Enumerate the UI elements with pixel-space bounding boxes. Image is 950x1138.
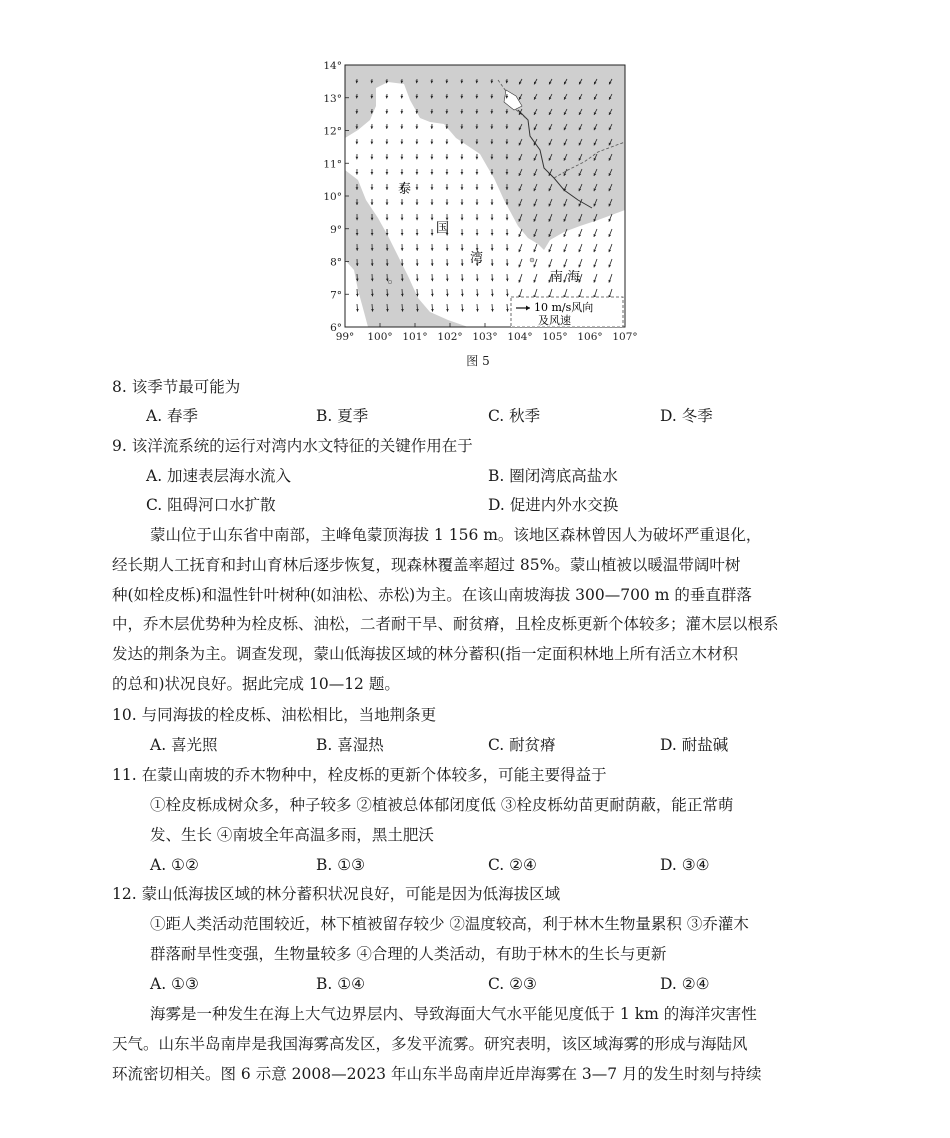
passage2-line: 环流密切相关。图 6 示意 2008—2023 年山东半岛南岸近岸海雾在 3—7 月的发生时刻与持续 — [112, 1065, 762, 1083]
label-guo: 国 — [436, 221, 450, 236]
passage2-line: 天气。山东半岛南岸是我国海雾高发区，多发平流雾。研究表明，该区域海雾的形成与海陆风 — [112, 1035, 748, 1053]
q11-option-b[interactable]: B. ①③ — [316, 856, 366, 874]
passage1-line: 发达的荆条为主。调查发现，蒙山低海拔区域的林分蓄积(指一定面积林地上所有活立木材积 — [112, 645, 739, 663]
latitude-label: 8° — [330, 256, 342, 269]
q11-stem: 11. 在蒙山南坡的乔木物种中，栓皮栎的更新个体较多，可能主要得益于 — [112, 766, 607, 784]
legend-line2: 及风速 — [538, 314, 571, 327]
passage1-line: 中，乔木层优势种为栓皮栎、油松，二者耐干旱、耐贫瘠，且栓皮栎更新个体较多；灌木层以根系 — [112, 615, 779, 633]
island — [530, 258, 534, 262]
longitude-label: 101° — [402, 331, 428, 343]
latitude-label: 11° — [323, 158, 342, 171]
island — [388, 280, 392, 284]
latitude-label: 13° — [323, 92, 342, 105]
map-svg — [318, 50, 638, 350]
longitude-label: 103° — [472, 331, 498, 343]
passage1-line: 的总和)状况良好。据此完成 10—12 题。 — [112, 675, 400, 693]
q9-option-d[interactable]: D. 促进内外水交换 — [488, 496, 619, 514]
figure-5-caption: 图 5 — [466, 354, 490, 368]
q8-stem: 8. 该季节最可能为 — [112, 378, 241, 396]
latitude-label: 12° — [323, 125, 342, 138]
q11-option-c[interactable]: C. ②④ — [488, 856, 537, 874]
latitude-label: 9° — [330, 223, 342, 236]
q8-option-b[interactable]: B. 夏季 — [316, 407, 369, 425]
passage1-line: 经长期人工抚育和封山育林后逐步恢复，现森林覆盖率超过 85%。蒙山植被以暖温带阔叶树 — [112, 556, 741, 574]
latitude-label: 14° — [323, 60, 342, 72]
q11-option-a[interactable]: A. ①② — [150, 856, 199, 874]
q10-stem: 10. 与同海拔的栓皮栎、油松相比，当地荆条更 — [112, 706, 437, 724]
q11-statements-line: 发、生长 ④南坡全年高温多雨，黑土肥沃 — [150, 826, 434, 844]
q8-option-c[interactable]: C. 秋季 — [488, 407, 541, 425]
passage1-line: 种(如栓皮栎)和温性针叶树种(如油松、赤松)为主。在该山南坡海拔 300—700 m 的垂直群落 — [112, 586, 752, 604]
q12-option-c[interactable]: C. ②③ — [488, 975, 537, 993]
label-nanhai: 南 海 — [550, 270, 581, 285]
q9-option-c[interactable]: C. 阻碍河口水扩散 — [146, 496, 276, 514]
legend-line1: 10 m/s风向 — [534, 301, 594, 314]
q11-option-d[interactable]: D. ③④ — [660, 856, 710, 874]
latitude-label: 6° — [330, 322, 342, 334]
q9-stem: 9. 该洋流系统的运行对湾内水文特征的关键作用在于 — [112, 437, 473, 455]
q10-option-c[interactable]: C. 耐贫瘠 — [488, 736, 556, 754]
figure-5-map — [318, 50, 638, 370]
q12-option-a[interactable]: A. ①③ — [150, 975, 199, 993]
q10-option-a[interactable]: A. 喜光照 — [150, 736, 218, 754]
latitude-label: 7° — [330, 289, 342, 302]
longitude-label: 102° — [437, 331, 463, 343]
latitude-label: 10° — [323, 191, 342, 203]
q9-option-b[interactable]: B. 圈闭湾底高盐水 — [488, 467, 618, 485]
q12-option-d[interactable]: D. ②④ — [660, 975, 710, 993]
q10-option-d[interactable]: D. 耐盐碱 — [660, 736, 729, 754]
longitude-label: 105° — [542, 331, 568, 343]
q9-option-a[interactable]: A. 加速表层海水流入 — [146, 467, 292, 485]
q8-option-d[interactable]: D. 冬季 — [660, 407, 713, 425]
passage1-line: 蒙山位于山东省中南部，主峰龟蒙顶海拔 1 156 m。该地区森林曾因人为破坏严重退化， — [150, 526, 762, 544]
longitude-label: 107° — [612, 331, 638, 343]
q12-stem: 12. 蒙山低海拔区域的林分蓄积状况良好，可能是因为低海拔区域 — [112, 885, 561, 903]
passage2-line: 海雾是一种发生在海上大气边界层内、导致海面大气水平能见度低于 1 km 的海洋灾害性 — [150, 1005, 757, 1023]
longitude-label: 104° — [507, 331, 533, 343]
q12-statements-line: ①距人类活动范围较近，林下植被留存较少 ②温度较高，利于林木生物量累积 ③乔灌木 — [150, 915, 749, 933]
q12-option-b[interactable]: B. ①④ — [316, 975, 366, 993]
label-tai: 泰 — [398, 182, 412, 197]
q10-option-b[interactable]: B. 喜湿热 — [316, 736, 384, 754]
label-wan: 湾 — [470, 251, 484, 266]
longitude-label: 99° — [335, 331, 355, 343]
longitude-label: 106° — [577, 331, 603, 343]
q11-statements-line: ①栓皮栎成树众多，种子较多 ②植被总体郁闭度低 ③栓皮栎幼苗更耐荫蔽，能正常萌 — [150, 796, 734, 814]
q8-option-a[interactable]: A. 春季 — [146, 407, 199, 425]
q12-statements-line: 群落耐旱性变强，生物量较多 ④合理的人类活动，有助于林木的生长与更新 — [150, 945, 667, 963]
longitude-label: 100° — [367, 331, 393, 343]
